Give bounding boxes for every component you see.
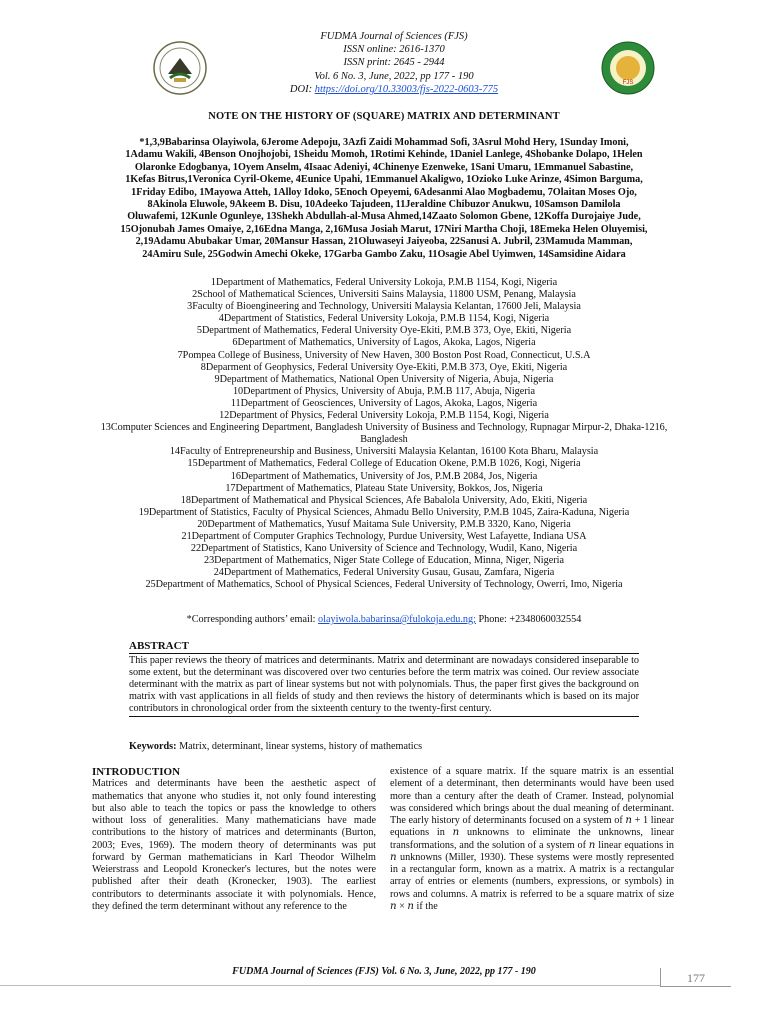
affiliation: 20Department of Mathematics, Yusuf Maitama Sule University, P.M.B 3320, Kano, Nigeria <box>197 518 571 530</box>
author-line: Olaronke Edogbanya, 1Oyem Anselm, 4Isaac Adeniyi, 4Chinenye Ezenweke, 1Sani Umaru, 1Emmanuel Sabastine, <box>134 161 634 173</box>
keywords <box>129 741 639 752</box>
doi-line <box>220 83 568 96</box>
affiliation: 12Department of Physics, Federal University Lokoja, P.M.B 1154, Kogi, Nigeria <box>219 410 549 422</box>
affiliation: 25Department of Mathematics, School of Physical Sciences, Federal University of Technology, Owerri, Imo, Nigeria <box>145 579 623 591</box>
phone: Phone: +2348060032554 <box>478 614 582 625</box>
affiliation: 22Department of Statistics, Kano University of Science and Technology, Wudil, Kano, Nigeria <box>190 543 578 555</box>
university-crest-icon <box>152 40 208 96</box>
affiliation: 5Department of Mathematics, Federal University Oye-Ekiti, P.M.B 373, Oye, Ekiti, Nigeria <box>196 325 572 337</box>
author-line: 15Ojonubah James Omaiye, 2,16Edna Manga, 2,16Musa Josiah Marut, 17Niri Martha Choji, 18Emeka Helen Oluyemisi, <box>120 223 648 235</box>
page-number: 177 <box>660 968 731 987</box>
issn-online: ISSN online: 2616-1370 <box>343 44 445 56</box>
journal-seal-icon <box>600 40 656 96</box>
abstract-text: This paper reviews the theory of matrices and determinants. Matrix and determinant are nowadays considered inseparable to some extent, but the determinant was discovered over two centuries before the term matrix was coined. Our review associate determinant with the matrix as part of linear systems but not with polynomials. Thus, the paper first gives the background on matrix with vast applications in all fields of study and then reviews the history of determinants which is based on its major contributors in chronological order from the sixteenth century to the twenty-first century. <box>129 654 639 717</box>
affiliation: 13Computer Sciences and Engineering Department, Bangladesh University of Business and Technology, Rupnagar Mirpur-2, Dhaka-1216, Bangladesh <box>100 422 668 446</box>
intro-heading: INTRODUCTION <box>92 766 181 778</box>
author-line: *1,3,9Babarinsa Olayiwola, 6Jerome Adepoju, 3Azfi Zaidi Mohammad Sofi, 3Asrul Mohd Hery, 1Sunday Imoni, <box>139 137 629 148</box>
affiliation: 15Department of Mathematics, Federal College of Education Okene, P.M.B 1026, Kogi, Nigeria <box>187 458 581 470</box>
abstract <box>129 640 639 717</box>
keywords-text: Matrix, determinant, linear systems, history of mathematics <box>179 741 423 752</box>
affiliation: 1Department of Mathematics, Federal University Lokoja, P.M.B 1154, Kogi, Nigeria <box>210 277 558 288</box>
affiliation: 8Deparment of Geophysics, Federal University Oye-Ekiti, P.M.B 373, Oye, Ekiti, Nigeria <box>200 361 568 373</box>
author-line: 2,19Adamu Abubakar Umar, 20Mansur Hassan, 21Oluwaseyi Jaiyeoba, 22Sanusi A. Jubril, 23Mamuda Mamman, <box>135 236 633 248</box>
corresponding-label: *Corresponding authors’ email: <box>186 614 316 625</box>
author-line: 24Amiru Sule, 25Godwin Amechi Okeke, 17Garba Gambo Zaku, 11Osagie Abel Uyimwen, 14Samsidine Aidara <box>142 248 626 260</box>
footer-divider <box>0 985 660 986</box>
author-line: 1Adamu Wakili, 4Benson Onojhojobi, 1Sheidu Momoh, 1Rotimi Kehinde, 1Daniel Lanlege, 4Shobanke Dolapo, 1Helen <box>125 149 643 161</box>
affiliation: 21Department of Computer Graphics Technology, Purdue University, West Lafayette, Indiana USA <box>181 530 587 542</box>
affiliation: 16Department of Mathematics, University of Jos, P.M.B 2084, Jos, Nigeria <box>230 470 538 482</box>
author-line: 8Akinola Eluwole, 9Akeem B. Disu, 10Adeeko Tajudeen, 11Jeraldine Chibuzor Anukwu, 10Samson Damilola <box>147 199 621 211</box>
affiliation-list <box>78 277 690 591</box>
affiliation: 9Department of Mathematics, National Open University of Nigeria, Abuja, Nigeria <box>214 373 554 385</box>
keywords-label: Keywords: <box>129 741 177 752</box>
corresponding-author <box>60 614 708 625</box>
affiliation: 18Department of Mathematical and Physical Sciences, Afe Babalola University, Ado, Ekiti, Nigeria <box>180 494 588 506</box>
affiliation: 11Department of Geosciences, University of Lagos, Akoka, Lagos, Nigeria <box>230 397 538 409</box>
affiliation: 3Faculty of Bioengineering and Technology, Universiti Malaysia Kelantan, 17600 Jeli, Malaysia <box>187 301 581 313</box>
intro-right-text: existence of a square matrix. If the square matrix is an essential element of a determinant, then determinants would have been used more than a century after the death of Cramer. Instead, polynomial was considered which brings about the dual meaning of determinant. The early history of determinants focused on a system of 𝑛 + 1 linear equations in 𝑛 unknowns to eliminate the unknowns, linear transformations, and the solution of a system of 𝑛 linear equations in 𝑛 unknowns (Miller, 1930). These systems were mostly represented in a rectangular form, known as a matrix. A matrix is a rectangular array of entries or elements (numbers, expressions, or symbols) in rows and columns. A matrix is referred to be a square matrix of size 𝑛 × 𝑛 if the <box>390 766 674 912</box>
affiliation: 23Department of Mathematics, Niger State College of Education, Minna, Niger, Nigeria <box>203 555 564 567</box>
affiliation: 19Department of Statistics, Faculty of Physical Sciences, Ahmadu Bello University, P.M.B 1045, Zaira-Kaduna, Nigeria <box>138 506 630 518</box>
author-line: 1Friday Edibo, 1Mayowa Atteh, 1Alloy Idoko, 5Enoch Opeyemi, 6Adesanmi Alao Mogbademu, 7Olaitan Moses Ojo, <box>131 186 637 198</box>
intro-left-text: Matrices and determinants have been the aesthetic aspect of mathematics that anyone who studies it, not only found interesting but also able to teach the topics or pass the knowledge to others without loss of generalities. Many mathematicians have made contributions to the history of matrices and determinants (Burton, 2003; Eves, 1969). The modern theory of determinants was put forward by German mathematicians in Karl Theodor Wilhelm Weierstrass and Leopold Kronecker's lectures, but the notes were published after their death (Kronecker, 1903). The earliest contributors to determinants associate it with polynomials. Hence, they defined the term determinant without any reference to the <box>92 778 376 912</box>
affiliation: 14Faculty of Entrepreneurship and Business, Universiti Malaysia Kelantan, 16100 Kota Bharu, Malaysia <box>169 446 599 458</box>
issn-print: ISSN print: 2645 - 2944 <box>343 57 445 69</box>
journal-name: FUDMA Journal of Sciences (FJS) <box>320 31 468 42</box>
affiliation: 10Department of Physics, University of Abuja, P.M.B 117, Abuja, Nigeria <box>232 385 536 397</box>
author-line: Oluwafemi, 12Kunle Ogunleye, 13Shekh Abdullah-al-Musa Ahmed,14Zaato Solomon Gbene, 12Koffa Durojaiye Jude, <box>127 211 641 223</box>
affiliation: 7Pompea College of Business, University of New Haven, 300 Boston Post Road, Connecticut, U.S.A <box>177 349 591 361</box>
intro-left-column <box>92 766 376 913</box>
page-footer: FUDMA Journal of Sciences (FJS) Vol. 6 No. 3, June, 2022, pp 177 - 190 <box>232 966 536 977</box>
abstract-heading: ABSTRACT <box>129 640 639 654</box>
affiliation: 17Department of Mathematics, Plateau State University, Bokkos, Jos, Nigeria <box>225 482 543 494</box>
svg-text:FJS: FJS <box>622 80 634 86</box>
paper-title: NOTE ON THE HISTORY OF (SQUARE) MATRIX AND DETERMINANT <box>208 111 560 122</box>
affiliation: 4Department of Statistics, Federal University Lokoja, P.M.B 1154, Kogi, Nigeria <box>218 313 550 325</box>
doi-label: DOI: <box>289 83 313 95</box>
intro-right-column <box>390 766 674 913</box>
author-line: 1Kefas Bitrus,1Veronica Cyril-Okeme, 4Eunice Upahi, 1Emmanuel Akaligwo, 1Ozioko Luke Arinze, 4Simon Barguma, <box>125 174 643 186</box>
journal-header <box>220 30 568 96</box>
affiliation: 24Department of Mathematics, Federal University Gusau, Gusau, Zamfara, Nigeria <box>213 567 555 579</box>
volume-info: Vol. 6 No. 3, June, 2022, pp 177 - 190 <box>314 70 474 82</box>
email-link[interactable]: olayiwola.babarinsa@fulokoja.edu.ng; <box>318 614 476 625</box>
affiliation: 2School of Mathematical Sciences, Universiti Sains Malaysia, 11800 USM, Penang, Malaysia <box>192 289 576 301</box>
doi-link[interactable]: https://doi.org/10.33003/fjs-2022-0603-775 <box>314 83 499 95</box>
author-list <box>92 137 676 261</box>
affiliation: 6Department of Mathematics, University of Lagos, Akoka, Lagos, Nigeria <box>232 337 536 349</box>
